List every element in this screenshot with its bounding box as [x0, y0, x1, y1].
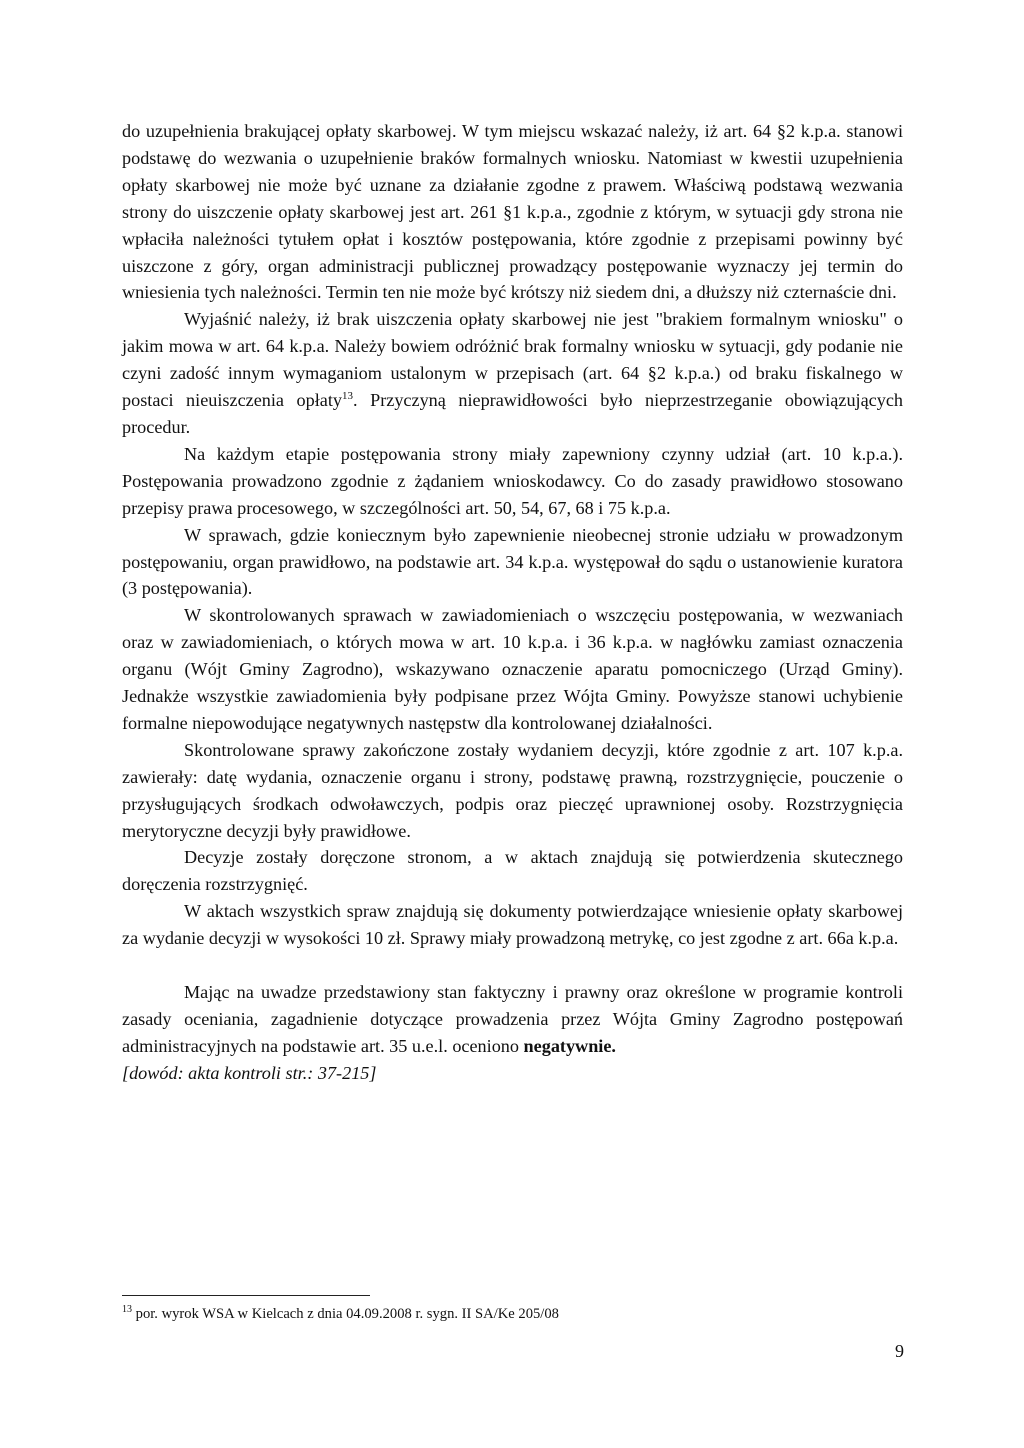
conclusion-verdict: negatywnie. [523, 1035, 616, 1056]
paragraph-curator: W sprawach, gdzie koniecznym było zapewnienie nieobecnej stronie udziału w prowadzonym postępowaniu, organ prawidłowo, na podstawie art. 34 k.p.a. występował do sądu o ustanowienie kuratora (3 postępowania). [122, 524, 903, 599]
paragraph-text: . Przyczyną nieprawidłowości było nieprzestrzeganie obowiązujących procedur. [122, 390, 903, 437]
footnote [122, 1305, 903, 1323]
paragraph-opening: do uzupełnienia brakującej opłaty skarbowej. W tym miejscu wskazać należy, iż art. 64 §2 k.p.a. stanowi podstawę do wezwania o uzupełnienie braków formalnych wniosku. Natomiast w kwestii uzupełnienia opłaty skarbowej nie może być uznane za działanie zgodne z prawem. Właściwą podstawą wezwania strony do uiszczenie opłaty skarbowej jest art. 261 §1 k.p.a., zgodnie z którym, w sytuacji gdy strona nie wpłaciła należności tytułem opłat i kosztów postępowania, które zgodnie z przepisami powinny być uiszczone z góry, organ administracji publicznej prowadzący postępowanie wyznaczy jej termin do wniesienia tych należności. Termin ten nie może być krótszy niż siedem dni, a dłuższy niż czternaście dni. [122, 121, 903, 303]
document-body [122, 118, 903, 1087]
footnote-reference: 13 [342, 390, 353, 402]
footnote-separator [122, 1295, 370, 1296]
footnote-text: por. wyrok WSA w Kielcach z dnia 04.09.2008 r. sygn. II SA/Ke 205/08 [132, 1306, 559, 1322]
page-number: 9 [895, 1341, 904, 1361]
footnote-number: 13 [122, 1304, 132, 1316]
paragraph-conclusion [122, 979, 903, 1060]
paragraph-party-participation: Na każdym etapie postępowania strony miały zapewniony czynny udział (art. 10 k.p.a.). Postępowania prowadzono zgodnie z żądaniem wnioskodawcy. Co do zasady prawidłowo stosowano przepisy prawa procesowego, w szczególności art. 50, 54, 67, 68 i 75 k.p.a. [122, 443, 903, 518]
paragraph-notifications: W skontrolowanych sprawach w zawiadomieniach o wszczęciu postępowania, w wezwaniach oraz w zawiadomieniach, o których mowa w art. 10 k.p.a. i 36 k.p.a. w nagłówku zamiast oznaczenia organu (Wójt Gminy Zagrodno), wskazywano oznaczenie aparatu pomocniczego (Urząd Gminy). Jednakże wszystkie zawiadomienia były podpisane przez Wójta Gminy. Powyższe stanowi uchybienie formalne niepowodujące negatywnych następstw dla kontrolowanej działalności. [122, 605, 903, 733]
evidence-reference: [dowód: akta kontroli str.: 37-215] [122, 1062, 377, 1083]
paragraph-stamp-duty: W aktach wszystkich spraw znajdują się dokumenty potwierdzające wniesienie opłaty skarbowej za wydanie decyzji w wysokości 10 zł. Sprawy miały prowadzoną metrykę, co jest zgodne z art. 66a k.p.a. [122, 901, 903, 949]
paragraph-fiscal-deficiency [122, 306, 903, 441]
paragraph-delivery: Decyzje zostały doręczone stronom, a w aktach znajdują się potwierdzenia skutecznego doręczenia rozstrzygnięć. [122, 847, 903, 895]
conclusion-text: Mając na uwadze przedstawiony stan faktyczny i prawny oraz określone w programie kontroli zasady oceniania, zagadnienie dotyczące prowadzenia przez Wójta Gminy Zagrodno postępowań administracyjnych na podstawie art. 35 u.e.l. oceniono [122, 981, 903, 1056]
paragraph-decisions: Skontrolowane sprawy zakończone zostały wydaniem decyzji, które zgodnie z art. 107 k.p.a. zawierały: datę wydania, oznaczenie organu i strony, podstawę prawną, rozstrzygnięcie, pouczenie o przysługujących środkach odwoławczych, podpis oraz pieczęć uprawnionej osoby. Rozstrzygnięcia merytoryczne decyzji były prawidłowe. [122, 739, 903, 841]
paragraph-text: Wyjaśnić należy, iż brak uiszczenia opłaty skarbowej nie jest "brakiem formalnym wniosku" o jakim mowa w art. 64 k.p.a. Należy bowiem odróżnić brak formalny wniosku w sytuacji, gdy podanie nie czyni zadość innym wymaganiom ustalonym w przepisach (art. 64 §2 k.p.a.) od braku fiskalnego w postaci nieuiszczenia opłaty [122, 309, 903, 411]
